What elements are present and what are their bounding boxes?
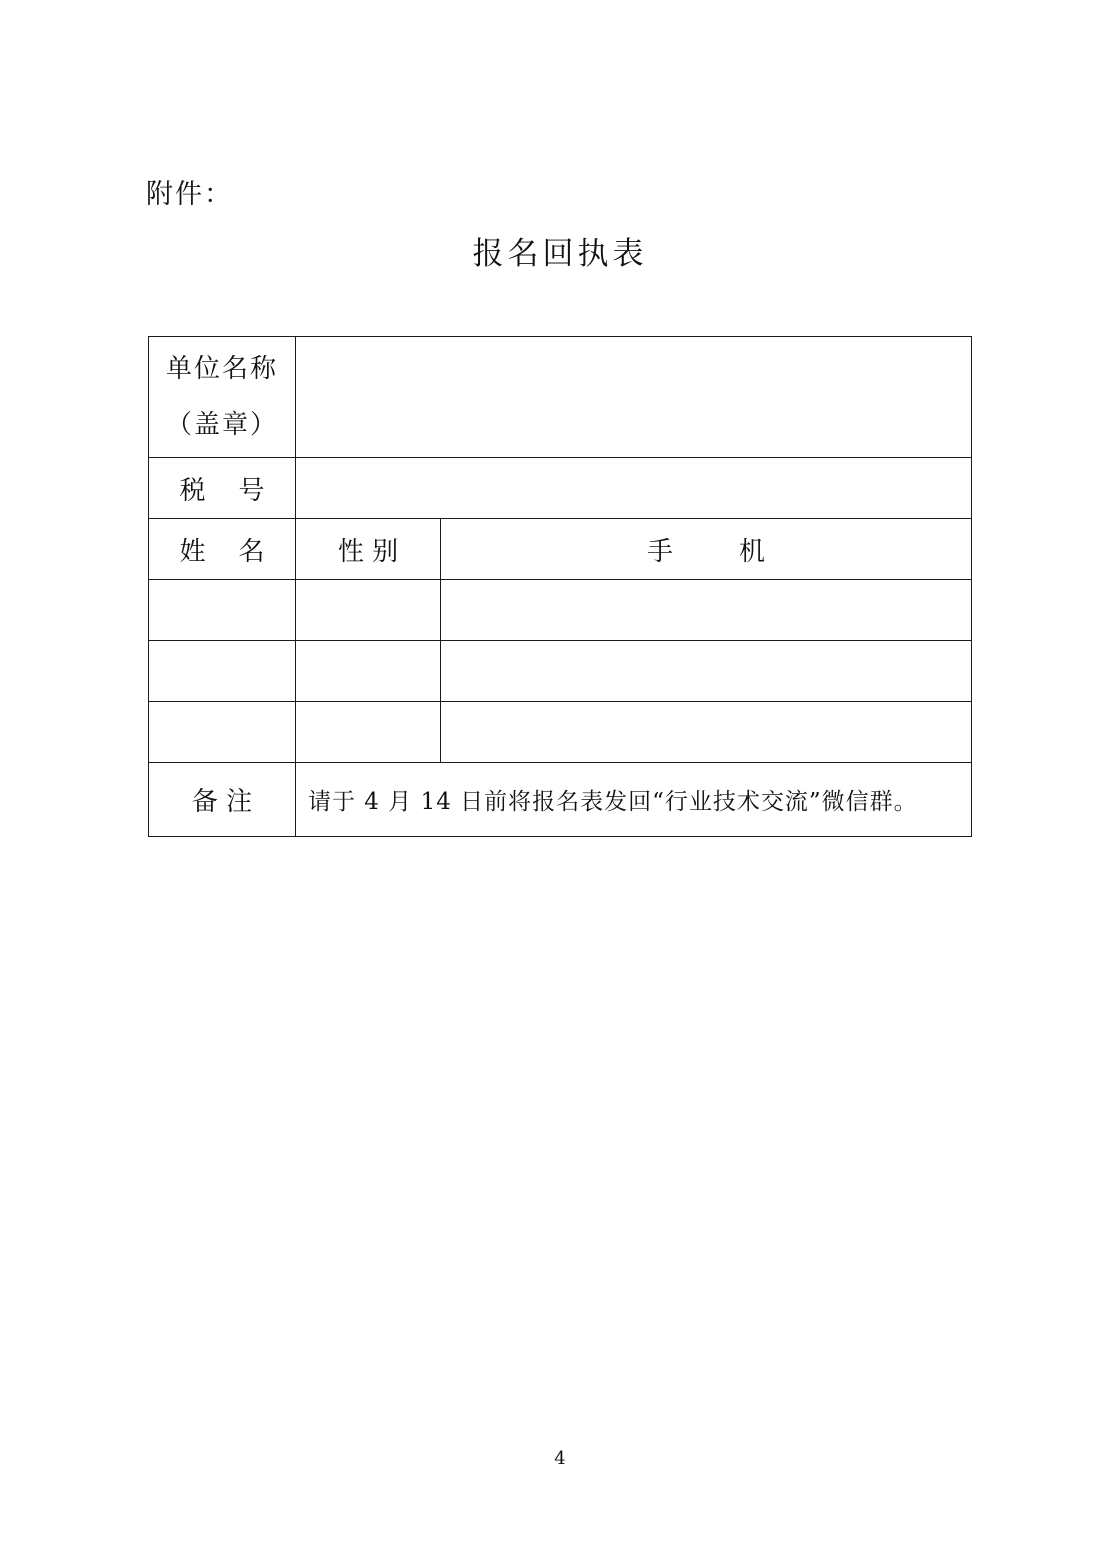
unit-name-field[interactable] bbox=[296, 337, 972, 458]
attendee-phone-field[interactable] bbox=[441, 580, 972, 641]
phone-header: 手 机 bbox=[441, 519, 972, 580]
tax-number-field[interactable] bbox=[296, 458, 972, 519]
attendee-phone-field[interactable] bbox=[441, 641, 972, 702]
attendee-name-field[interactable] bbox=[149, 580, 296, 641]
attendee-gender-field[interactable] bbox=[296, 580, 441, 641]
page-number: 4 bbox=[554, 1448, 566, 1469]
attachment-label: 附件： bbox=[146, 179, 233, 210]
attendee-row bbox=[149, 702, 972, 763]
attendee-gender-field[interactable] bbox=[296, 702, 441, 763]
attendee-name-field[interactable] bbox=[149, 641, 296, 702]
tax-number-row bbox=[149, 458, 972, 519]
page-title: 报名回执表 bbox=[472, 236, 648, 272]
remarks-text: 请于 4 月 14 日前将报名表发回“行业技术交流”微信群。 bbox=[296, 763, 972, 837]
name-header: 姓 名 bbox=[149, 519, 296, 580]
remarks-label: 备 注 bbox=[149, 763, 296, 837]
tax-number-label: 税 号 bbox=[149, 458, 296, 519]
unit-name-label: 单位名称 bbox=[165, 354, 278, 384]
registration-form-table bbox=[148, 336, 972, 837]
gender-header: 性 别 bbox=[296, 519, 441, 580]
unit-name-label-cell bbox=[149, 337, 296, 458]
attendee-row bbox=[149, 580, 972, 641]
attendee-name-field[interactable] bbox=[149, 702, 296, 763]
attendee-row bbox=[149, 641, 972, 702]
attendee-gender-field[interactable] bbox=[296, 641, 441, 702]
attendee-phone-field[interactable] bbox=[441, 702, 972, 763]
remarks-row bbox=[149, 763, 972, 837]
unit-stamp-label: （盖章） bbox=[165, 410, 278, 440]
unit-name-row bbox=[149, 337, 972, 458]
attendee-header-row bbox=[149, 519, 972, 580]
